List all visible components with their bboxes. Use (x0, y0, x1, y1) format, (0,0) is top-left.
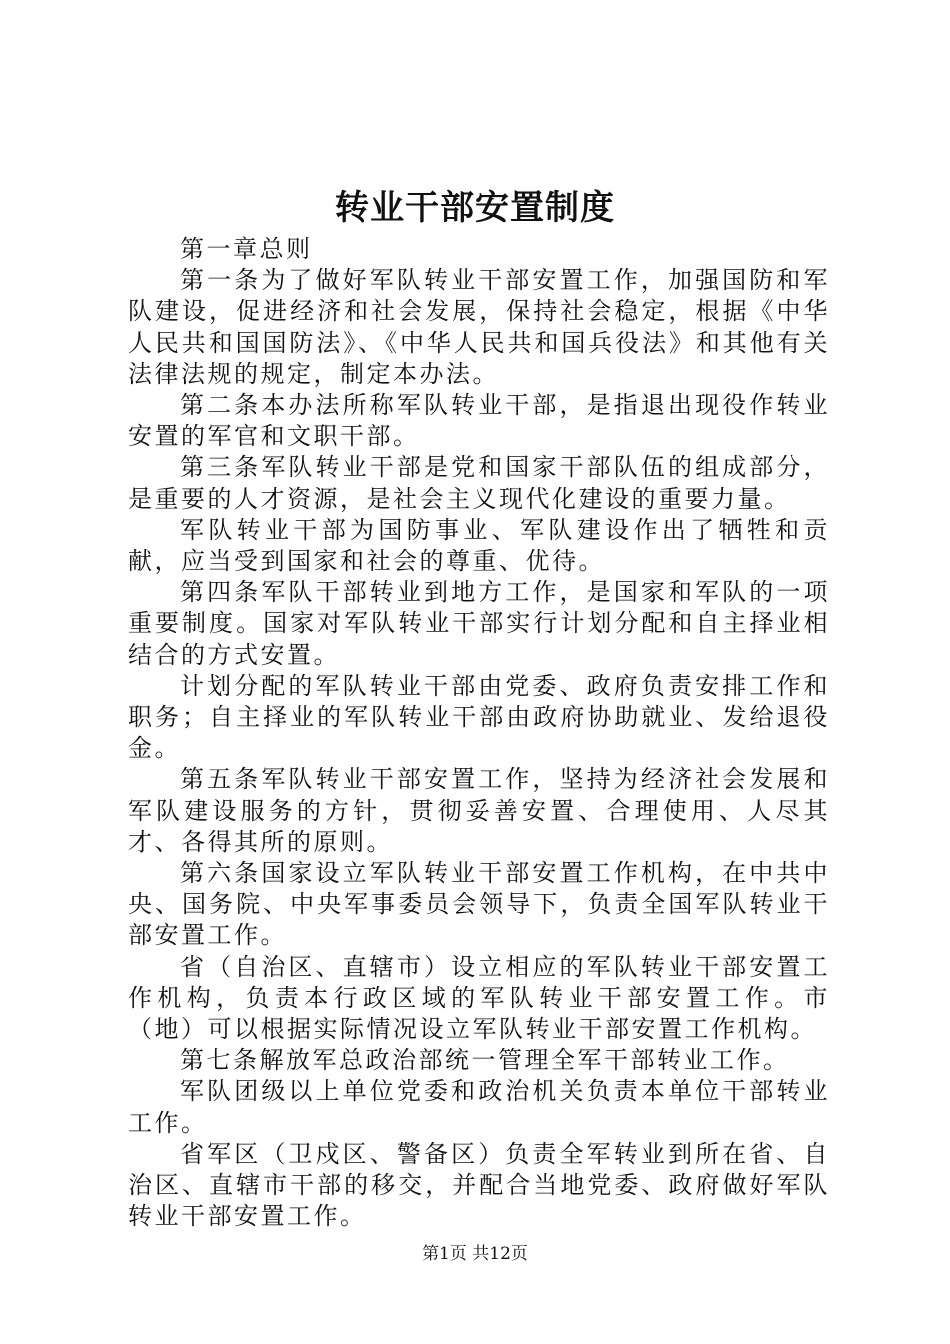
page-number: 第1页 共12页 (422, 1244, 528, 1264)
paragraph: 第四条军队干部转业到地方工作，是国家和军队的一项重要制度。国家对军队转业干部实行计划分配和自主择业相结合的方式安置。 (128, 578, 830, 669)
paragraph: 计划分配的军队转业干部由党委、政府负责安排工作和职务；自主择业的军队转业干部由政府协助就业、发给退役金。 (128, 671, 830, 763)
chapter-heading: 第一章总则 (180, 235, 313, 263)
paragraph: 省军区（卫戍区、警备区）负责全军转业到所在省、自治区、直辖市干部的移交，并配合当地党委、政府做好军队转业干部安置工作。 (128, 1139, 830, 1231)
paragraph: 军队团级以上单位党委和政治机关负责本单位干部转业工作。 (128, 1077, 830, 1137)
paragraph: 第二条本办法所称军队转业干部，是指退出现役作转业安置的军官和文职干部。 (128, 391, 830, 451)
paragraph: 第三条军队转业干部是党和国家干部队伍的组成部分，是重要的人才资源，是社会主义现代化建设的重要力量。 (128, 453, 830, 513)
paragraph: 第一条为了做好军队转业干部安置工作，加强国防和军队建设，促进经济和社会发展，保持社会稳定，根据《中华人民共和国国防法》、《中华人民共和国兵役法》和其他有关法律法规的规定，制定本办法。 (128, 266, 830, 388)
page-footer (0, 1242, 950, 1266)
paragraph: 第六条国家设立军队转业干部安置工作机构，在中共中央、国务院、中央军事委员会领导下，负责全国军队转业干部安置工作。 (128, 859, 830, 950)
paragraph: 省（自治区、直辖市）设立相应的军队转业干部安置工作机构，负责本行政区域的军队转业干部安置工作。市（地）可以根据实际情况设立军队转业干部安置工作机构。 (128, 952, 830, 1044)
paragraph: 第七条解放军总政治部统一管理全军干部转业工作。 (180, 1046, 790, 1075)
page-title: 转业干部安置制度 (335, 188, 615, 228)
paragraph: 军队转业干部为国防事业、军队建设作出了牺牲和贡献，应当受到国家和社会的尊重、优待。 (128, 515, 830, 576)
paragraph: 第五条军队转业干部安置工作，坚持为经济社会发展和军队建设服务的方针，贯彻妥善安置、合理使用、人尽其才、各得其所的原则。 (128, 765, 830, 856)
document-body (128, 234, 830, 1233)
